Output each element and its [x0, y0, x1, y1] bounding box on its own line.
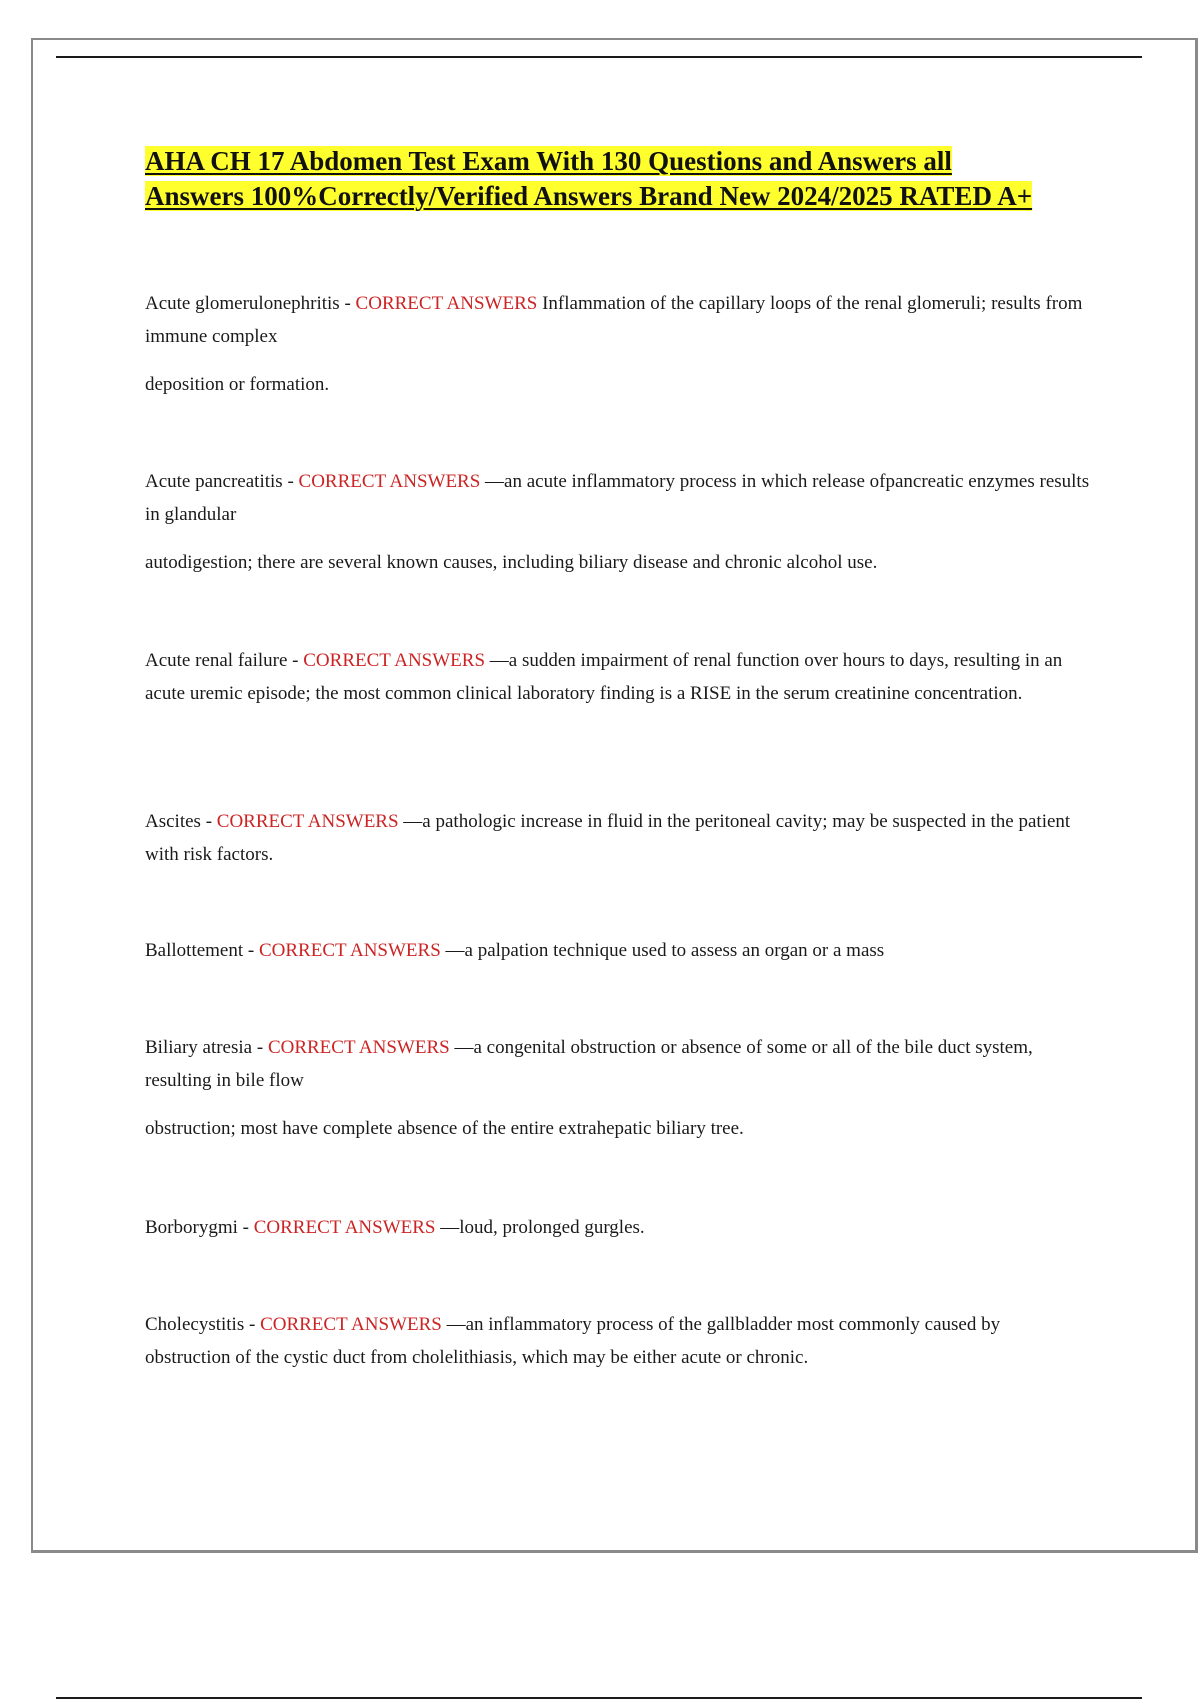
qa-separator: -	[243, 940, 259, 961]
qa-continuation: autodigestion; there are several known causes, including biliary disease and chronic alcohol use.	[145, 552, 878, 573]
qa-line	[145, 934, 1090, 967]
qa-definition: —a pathologic increase in fluid in the peritoneal cavity; may be suspected in the patient with risk factors.	[145, 811, 1071, 865]
qa-separator: -	[287, 650, 304, 671]
qa-entry	[145, 805, 1090, 871]
correct-answers-label: CORRECT ANSWERS	[253, 1217, 436, 1238]
correct-answers-label: CORRECT ANSWERS	[258, 940, 441, 961]
qa-separator: -	[200, 811, 217, 832]
qa-separator: -	[237, 1217, 254, 1238]
correct-answers-label: CORRECT ANSWERS	[355, 293, 538, 314]
qa-separator: -	[252, 1037, 268, 1058]
qa-term: Borborygmi	[145, 1217, 238, 1238]
correct-answers-label: CORRECT ANSWERS	[260, 1314, 442, 1335]
qa-separator: -	[282, 471, 299, 492]
qa-line	[145, 1211, 1090, 1244]
qa-entry	[145, 1211, 1090, 1244]
document-title	[145, 144, 1105, 214]
qa-definition: —a palpation technique used to assess an organ or a mass	[440, 940, 885, 961]
qa-term: Acute pancreatitis	[145, 471, 283, 492]
correct-answers-label: CORRECT ANSWERS	[303, 650, 486, 671]
correct-answers-label: CORRECT ANSWERS	[216, 811, 399, 832]
qa-entry	[145, 644, 1090, 710]
bottom-rule	[56, 1697, 1142, 1699]
qa-definition: Inflammation of the capillary loops of the renal glomeruli; results from immune complex	[145, 293, 1083, 347]
qa-definition: —loud, prolonged gurgles.	[435, 1217, 645, 1238]
qa-definition: —a congenital obstruction or absence of some or all of the bile duct system, resulting in bile flow	[145, 1037, 1033, 1091]
qa-entry	[145, 934, 1090, 967]
qa-definition: —a sudden impairment of renal function over hours to days, resulting in an acute uremic episode; the most common clinical laboratory finding is a RISE in the serum creatinine concentration.	[145, 650, 1063, 704]
qa-term: Cholecystitis	[145, 1314, 245, 1335]
qa-continuation: deposition or formation.	[145, 374, 330, 395]
qa-line	[145, 644, 1090, 710]
title-line-1: AHA CH 17 Abdomen Test Exam With 130 Questions and Answers all	[145, 146, 952, 176]
qa-definition: —an acute inflammatory process in which release ofpancreatic enzymes results in glandular	[145, 471, 1090, 525]
qa-line	[145, 1308, 1090, 1374]
correct-answers-label: CORRECT ANSWERS	[298, 471, 481, 492]
qa-line	[145, 1031, 1090, 1097]
qa-term: Ballottement	[145, 940, 244, 961]
qa-line	[145, 805, 1090, 871]
qa-entry	[145, 1308, 1090, 1374]
qa-entry	[145, 465, 1090, 579]
correct-answers-label: CORRECT ANSWERS	[267, 1037, 450, 1058]
qa-continuation: obstruction; most have complete absence of the entire extrahepatic biliary tree.	[145, 1118, 744, 1139]
qa-term: Ascites	[145, 811, 201, 832]
qa-definition: —an inflammatory process of the gallbladder most commonly caused by obstruction of the cystic duct from cholelithiasis, which may be either acute or chronic.	[145, 1314, 1001, 1368]
title-line-2: Answers 100%Correctly/Verified Answers Brand New 2024/2025 RATED A+	[145, 181, 1033, 211]
top-rule	[56, 56, 1142, 58]
qa-separator: -	[339, 293, 356, 314]
qa-separator: -	[244, 1314, 261, 1335]
qa-entry	[145, 287, 1090, 401]
qa-line	[145, 287, 1090, 353]
qa-entry	[145, 1031, 1090, 1145]
qa-term: Acute glomerulonephritis	[145, 293, 340, 314]
qa-term: Biliary atresia	[145, 1037, 253, 1058]
qa-line	[145, 465, 1090, 531]
qa-term: Acute renal failure	[145, 650, 288, 671]
